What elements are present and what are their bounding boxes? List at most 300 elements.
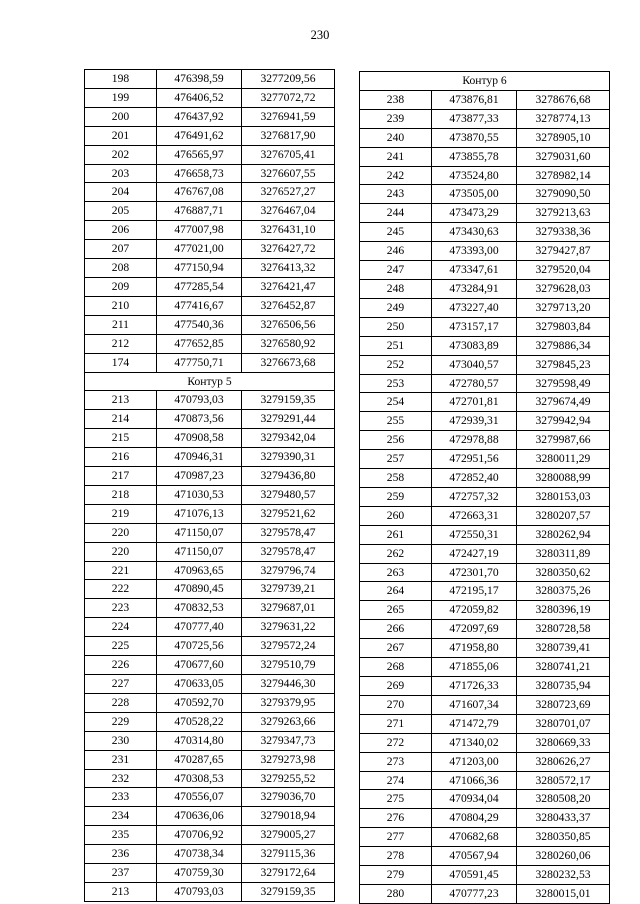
table-row bbox=[85, 164, 335, 183]
point-number-cell: 208 bbox=[85, 259, 157, 278]
x-coordinate-cell: 471855,06 bbox=[432, 658, 517, 677]
table-row bbox=[360, 204, 610, 223]
point-number-cell: 205 bbox=[85, 202, 157, 221]
table-row bbox=[85, 864, 335, 883]
x-coordinate-cell: 473473,29 bbox=[432, 204, 517, 223]
point-number-cell: 276 bbox=[360, 809, 432, 828]
table-row bbox=[360, 733, 610, 752]
x-coordinate-cell: 470777,40 bbox=[157, 618, 242, 637]
x-coordinate-cell: 472301,70 bbox=[432, 563, 517, 582]
table-row bbox=[360, 412, 610, 431]
x-coordinate-cell: 470777,23 bbox=[432, 884, 517, 903]
y-coordinate-cell: 3279273,98 bbox=[242, 750, 335, 769]
table-row bbox=[360, 185, 610, 204]
y-coordinate-cell: 3276705,41 bbox=[242, 145, 335, 164]
table-row bbox=[360, 790, 610, 809]
table-row bbox=[85, 183, 335, 202]
x-coordinate-cell: 471607,34 bbox=[432, 695, 517, 714]
table-row bbox=[85, 296, 335, 315]
y-coordinate-cell: 3280350,85 bbox=[517, 828, 610, 847]
x-coordinate-cell: 471066,36 bbox=[432, 771, 517, 790]
x-coordinate-cell: 472852,40 bbox=[432, 469, 517, 488]
point-number-cell: 258 bbox=[360, 469, 432, 488]
x-coordinate-cell: 470287,65 bbox=[157, 750, 242, 769]
table-row bbox=[360, 677, 610, 696]
point-number-cell: 174 bbox=[85, 353, 157, 372]
y-coordinate-cell: 3280260,06 bbox=[517, 847, 610, 866]
table-row bbox=[85, 807, 335, 826]
x-coordinate-cell: 470804,29 bbox=[432, 809, 517, 828]
x-coordinate-cell: 477652,85 bbox=[157, 334, 242, 353]
point-number-cell: 199 bbox=[85, 88, 157, 107]
table-row bbox=[360, 809, 610, 828]
table-row bbox=[360, 147, 610, 166]
y-coordinate-cell: 3279031,60 bbox=[517, 147, 610, 166]
y-coordinate-cell: 3276431,10 bbox=[242, 221, 335, 240]
x-coordinate-cell: 476398,59 bbox=[157, 70, 242, 89]
y-coordinate-cell: 3279631,22 bbox=[242, 618, 335, 637]
x-coordinate-cell: 473855,78 bbox=[432, 147, 517, 166]
x-coordinate-cell: 470591,45 bbox=[432, 866, 517, 885]
table-row bbox=[360, 355, 610, 374]
x-coordinate-cell: 470725,56 bbox=[157, 637, 242, 656]
x-coordinate-cell: 470308,53 bbox=[157, 769, 242, 788]
table-row bbox=[360, 242, 610, 261]
point-number-cell: 278 bbox=[360, 847, 432, 866]
x-coordinate-cell: 470987,23 bbox=[157, 467, 242, 486]
point-number-cell: 263 bbox=[360, 563, 432, 582]
x-coordinate-cell: 473347,61 bbox=[432, 261, 517, 280]
point-number-cell: 266 bbox=[360, 620, 432, 639]
x-coordinate-cell: 477416,67 bbox=[157, 296, 242, 315]
y-coordinate-cell: 3280508,20 bbox=[517, 790, 610, 809]
table-row bbox=[360, 298, 610, 317]
table-row bbox=[360, 695, 610, 714]
y-coordinate-cell: 3279520,04 bbox=[517, 261, 610, 280]
x-coordinate-cell: 470528,22 bbox=[157, 712, 242, 731]
table-row bbox=[360, 374, 610, 393]
y-coordinate-cell: 3279342,04 bbox=[242, 429, 335, 448]
y-coordinate-cell: 3279446,30 bbox=[242, 675, 335, 694]
point-number-cell: 252 bbox=[360, 355, 432, 374]
table-row bbox=[85, 88, 335, 107]
point-number-cell: 275 bbox=[360, 790, 432, 809]
y-coordinate-cell: 3280311,89 bbox=[517, 544, 610, 563]
point-number-cell: 207 bbox=[85, 240, 157, 259]
y-coordinate-cell: 3276580,92 bbox=[242, 334, 335, 353]
x-coordinate-cell: 473876,81 bbox=[432, 90, 517, 109]
table-row bbox=[360, 450, 610, 469]
x-coordinate-cell: 476565,97 bbox=[157, 145, 242, 164]
point-number-cell: 222 bbox=[85, 580, 157, 599]
table-row bbox=[85, 826, 335, 845]
x-coordinate-cell: 472978,88 bbox=[432, 431, 517, 450]
x-coordinate-cell: 470592,70 bbox=[157, 693, 242, 712]
table-row bbox=[85, 485, 335, 504]
x-coordinate-cell: 473393,00 bbox=[432, 242, 517, 261]
x-coordinate-cell: 477007,98 bbox=[157, 221, 242, 240]
table-row bbox=[85, 391, 335, 410]
point-number-cell: 277 bbox=[360, 828, 432, 847]
point-number-cell: 214 bbox=[85, 410, 157, 429]
point-number-cell: 240 bbox=[360, 128, 432, 147]
table-row bbox=[360, 469, 610, 488]
table-row bbox=[85, 845, 335, 864]
y-coordinate-cell: 3276817,90 bbox=[242, 126, 335, 145]
y-coordinate-cell: 3279347,73 bbox=[242, 731, 335, 750]
x-coordinate-cell: 472663,31 bbox=[432, 506, 517, 525]
y-coordinate-cell: 3280723,69 bbox=[517, 695, 610, 714]
x-coordinate-cell: 472550,31 bbox=[432, 525, 517, 544]
table-row bbox=[85, 675, 335, 694]
x-coordinate-cell: 471472,79 bbox=[432, 714, 517, 733]
point-number-cell: 238 bbox=[360, 90, 432, 109]
table-row bbox=[85, 769, 335, 788]
y-coordinate-cell: 3279713,20 bbox=[517, 298, 610, 317]
x-coordinate-cell: 470759,30 bbox=[157, 864, 242, 883]
x-coordinate-cell: 472951,56 bbox=[432, 450, 517, 469]
point-number-cell: 226 bbox=[85, 656, 157, 675]
x-coordinate-cell: 472757,32 bbox=[432, 487, 517, 506]
table-row bbox=[360, 714, 610, 733]
y-coordinate-cell: 3279796,74 bbox=[242, 561, 335, 580]
x-coordinate-cell: 473227,40 bbox=[432, 298, 517, 317]
point-number-cell: 235 bbox=[85, 826, 157, 845]
x-coordinate-cell: 473505,00 bbox=[432, 185, 517, 204]
x-coordinate-cell: 477750,71 bbox=[157, 353, 242, 372]
y-coordinate-cell: 3280701,07 bbox=[517, 714, 610, 733]
x-coordinate-cell: 470636,06 bbox=[157, 807, 242, 826]
y-coordinate-cell: 3279578,47 bbox=[242, 523, 335, 542]
table-row bbox=[360, 487, 610, 506]
table-row bbox=[360, 828, 610, 847]
point-number-cell: 209 bbox=[85, 277, 157, 296]
table-row bbox=[85, 410, 335, 429]
y-coordinate-cell: 3276607,55 bbox=[242, 164, 335, 183]
y-coordinate-cell: 3279172,64 bbox=[242, 864, 335, 883]
point-number-cell: 272 bbox=[360, 733, 432, 752]
y-coordinate-cell: 3279255,52 bbox=[242, 769, 335, 788]
table-row bbox=[85, 637, 335, 656]
x-coordinate-cell: 473877,33 bbox=[432, 109, 517, 128]
x-coordinate-cell: 473040,57 bbox=[432, 355, 517, 374]
section-header-row bbox=[360, 72, 610, 91]
x-coordinate-cell: 470567,94 bbox=[432, 847, 517, 866]
point-number-cell: 225 bbox=[85, 637, 157, 656]
point-number-cell: 232 bbox=[85, 769, 157, 788]
point-number-cell: 203 bbox=[85, 164, 157, 183]
point-number-cell: 268 bbox=[360, 658, 432, 677]
y-coordinate-cell: 3279115,36 bbox=[242, 845, 335, 864]
y-coordinate-cell: 3279159,35 bbox=[242, 391, 335, 410]
point-number-cell: 246 bbox=[360, 242, 432, 261]
table-row bbox=[85, 448, 335, 467]
table-row bbox=[85, 618, 335, 637]
y-coordinate-cell: 3279379,95 bbox=[242, 693, 335, 712]
y-coordinate-cell: 3279390,31 bbox=[242, 448, 335, 467]
x-coordinate-cell: 470963,65 bbox=[157, 561, 242, 580]
table-row bbox=[360, 393, 610, 412]
point-number-cell: 228 bbox=[85, 693, 157, 712]
y-coordinate-cell: 3280741,21 bbox=[517, 658, 610, 677]
point-number-cell: 247 bbox=[360, 261, 432, 280]
y-coordinate-cell: 3280153,03 bbox=[517, 487, 610, 506]
y-coordinate-cell: 3278982,14 bbox=[517, 166, 610, 185]
table-row bbox=[360, 90, 610, 109]
table-row bbox=[85, 259, 335, 278]
point-number-cell: 267 bbox=[360, 639, 432, 658]
x-coordinate-cell: 472780,57 bbox=[432, 374, 517, 393]
table-row bbox=[85, 107, 335, 126]
point-number-cell: 274 bbox=[360, 771, 432, 790]
point-number-cell: 271 bbox=[360, 714, 432, 733]
table-row bbox=[360, 601, 610, 620]
y-coordinate-cell: 3279572,24 bbox=[242, 637, 335, 656]
y-coordinate-cell: 3279291,44 bbox=[242, 410, 335, 429]
point-number-cell: 254 bbox=[360, 393, 432, 412]
point-number-cell: 230 bbox=[85, 731, 157, 750]
x-coordinate-cell: 477540,36 bbox=[157, 315, 242, 334]
table-row bbox=[360, 336, 610, 355]
point-number-cell: 251 bbox=[360, 336, 432, 355]
point-number-cell: 273 bbox=[360, 752, 432, 771]
table-row bbox=[85, 202, 335, 221]
x-coordinate-cell: 470556,07 bbox=[157, 788, 242, 807]
table-row bbox=[360, 128, 610, 147]
x-coordinate-cell: 473157,17 bbox=[432, 317, 517, 336]
table-row bbox=[85, 788, 335, 807]
x-coordinate-cell: 471030,53 bbox=[157, 485, 242, 504]
table-row bbox=[85, 712, 335, 731]
x-coordinate-cell: 471203,00 bbox=[432, 752, 517, 771]
x-coordinate-cell: 476887,71 bbox=[157, 202, 242, 221]
point-number-cell: 264 bbox=[360, 582, 432, 601]
y-coordinate-cell: 3276527,27 bbox=[242, 183, 335, 202]
x-coordinate-cell: 472097,69 bbox=[432, 620, 517, 639]
point-number-cell: 223 bbox=[85, 599, 157, 618]
table-row bbox=[360, 582, 610, 601]
point-number-cell: 216 bbox=[85, 448, 157, 467]
table-row bbox=[85, 542, 335, 561]
y-coordinate-cell: 3280015,01 bbox=[517, 884, 610, 903]
table-row bbox=[85, 656, 335, 675]
y-coordinate-cell: 3278774,13 bbox=[517, 109, 610, 128]
point-number-cell: 229 bbox=[85, 712, 157, 731]
y-coordinate-cell: 3280232,53 bbox=[517, 866, 610, 885]
point-number-cell: 253 bbox=[360, 374, 432, 393]
table-row bbox=[360, 261, 610, 280]
y-coordinate-cell: 3279036,70 bbox=[242, 788, 335, 807]
table-row bbox=[360, 506, 610, 525]
x-coordinate-cell: 470946,31 bbox=[157, 448, 242, 467]
x-coordinate-cell: 471150,07 bbox=[157, 523, 242, 542]
y-coordinate-cell: 3279674,49 bbox=[517, 393, 610, 412]
point-number-cell: 239 bbox=[360, 109, 432, 128]
x-coordinate-cell: 470908,58 bbox=[157, 429, 242, 448]
x-coordinate-cell: 470793,03 bbox=[157, 391, 242, 410]
table-row bbox=[85, 145, 335, 164]
x-coordinate-cell: 477021,00 bbox=[157, 240, 242, 259]
x-coordinate-cell: 473083,89 bbox=[432, 336, 517, 355]
x-coordinate-cell: 473284,91 bbox=[432, 279, 517, 298]
y-coordinate-cell: 3279942,94 bbox=[517, 412, 610, 431]
y-coordinate-cell: 3279598,49 bbox=[517, 374, 610, 393]
table-row bbox=[85, 580, 335, 599]
y-coordinate-cell: 3280011,29 bbox=[517, 450, 610, 469]
table-row bbox=[85, 221, 335, 240]
coordinates-table-left bbox=[84, 69, 335, 902]
table-row bbox=[85, 315, 335, 334]
x-coordinate-cell: 473430,63 bbox=[432, 223, 517, 242]
point-number-cell: 215 bbox=[85, 429, 157, 448]
y-coordinate-cell: 3279987,66 bbox=[517, 431, 610, 450]
y-coordinate-cell: 3280669,33 bbox=[517, 733, 610, 752]
point-number-cell: 212 bbox=[85, 334, 157, 353]
x-coordinate-cell: 476658,73 bbox=[157, 164, 242, 183]
x-coordinate-cell: 472059,82 bbox=[432, 601, 517, 620]
x-coordinate-cell: 471340,02 bbox=[432, 733, 517, 752]
table-row bbox=[85, 467, 335, 486]
point-number-cell: 257 bbox=[360, 450, 432, 469]
point-number-cell: 201 bbox=[85, 126, 157, 145]
x-coordinate-cell: 471958,80 bbox=[432, 639, 517, 658]
x-coordinate-cell: 471726,33 bbox=[432, 677, 517, 696]
point-number-cell: 211 bbox=[85, 315, 157, 334]
section-header-row bbox=[85, 372, 335, 391]
x-coordinate-cell: 472701,81 bbox=[432, 393, 517, 412]
table-row bbox=[85, 353, 335, 372]
y-coordinate-cell: 3280572,17 bbox=[517, 771, 610, 790]
table-row bbox=[360, 620, 610, 639]
point-number-cell: 233 bbox=[85, 788, 157, 807]
y-coordinate-cell: 3279480,57 bbox=[242, 485, 335, 504]
y-coordinate-cell: 3276452,87 bbox=[242, 296, 335, 315]
point-number-cell: 255 bbox=[360, 412, 432, 431]
y-coordinate-cell: 3279628,03 bbox=[517, 279, 610, 298]
table-row bbox=[85, 599, 335, 618]
x-coordinate-cell: 470832,53 bbox=[157, 599, 242, 618]
y-coordinate-cell: 3279803,84 bbox=[517, 317, 610, 336]
point-number-cell: 227 bbox=[85, 675, 157, 694]
y-coordinate-cell: 3279739,21 bbox=[242, 580, 335, 599]
y-coordinate-cell: 3280262,94 bbox=[517, 525, 610, 544]
y-coordinate-cell: 3276421,47 bbox=[242, 277, 335, 296]
table-row bbox=[85, 70, 335, 89]
x-coordinate-cell: 471150,07 bbox=[157, 542, 242, 561]
point-number-cell: 218 bbox=[85, 485, 157, 504]
y-coordinate-cell: 3276941,59 bbox=[242, 107, 335, 126]
point-number-cell: 213 bbox=[85, 882, 157, 901]
point-number-cell: 210 bbox=[85, 296, 157, 315]
y-coordinate-cell: 3279886,34 bbox=[517, 336, 610, 355]
y-coordinate-cell: 3278905,10 bbox=[517, 128, 610, 147]
point-number-cell: 206 bbox=[85, 221, 157, 240]
point-number-cell: 269 bbox=[360, 677, 432, 696]
x-coordinate-cell: 471076,13 bbox=[157, 504, 242, 523]
x-coordinate-cell: 477285,54 bbox=[157, 277, 242, 296]
point-number-cell: 249 bbox=[360, 298, 432, 317]
point-number-cell: 217 bbox=[85, 467, 157, 486]
point-number-cell: 280 bbox=[360, 884, 432, 903]
y-coordinate-cell: 3279521,62 bbox=[242, 504, 335, 523]
y-coordinate-cell: 3279436,80 bbox=[242, 467, 335, 486]
page-number: 230 bbox=[310, 28, 330, 42]
point-number-cell: 259 bbox=[360, 487, 432, 506]
table-row bbox=[360, 317, 610, 336]
x-coordinate-cell: 470706,92 bbox=[157, 826, 242, 845]
table-row bbox=[85, 523, 335, 542]
x-coordinate-cell: 470682,68 bbox=[432, 828, 517, 847]
x-coordinate-cell: 472195,17 bbox=[432, 582, 517, 601]
point-number-cell: 220 bbox=[85, 542, 157, 561]
table-row bbox=[360, 279, 610, 298]
table-row bbox=[360, 866, 610, 885]
x-coordinate-cell: 470793,03 bbox=[157, 882, 242, 901]
table-row bbox=[85, 334, 335, 353]
table-row bbox=[360, 884, 610, 903]
table-row bbox=[360, 431, 610, 450]
y-coordinate-cell: 3280739,41 bbox=[517, 639, 610, 658]
point-number-cell: 262 bbox=[360, 544, 432, 563]
y-coordinate-cell: 3279159,35 bbox=[242, 882, 335, 901]
point-number-cell: 236 bbox=[85, 845, 157, 864]
x-coordinate-cell: 470633,05 bbox=[157, 675, 242, 694]
point-number-cell: 237 bbox=[85, 864, 157, 883]
y-coordinate-cell: 3277209,56 bbox=[242, 70, 335, 89]
y-coordinate-cell: 3277072,72 bbox=[242, 88, 335, 107]
y-coordinate-cell: 3280375,26 bbox=[517, 582, 610, 601]
x-coordinate-cell: 470314,80 bbox=[157, 731, 242, 750]
point-number-cell: 200 bbox=[85, 107, 157, 126]
table-row bbox=[85, 504, 335, 523]
table-row bbox=[360, 166, 610, 185]
table-row bbox=[360, 771, 610, 790]
y-coordinate-cell: 3276673,68 bbox=[242, 353, 335, 372]
x-coordinate-cell: 476406,52 bbox=[157, 88, 242, 107]
point-number-cell: 242 bbox=[360, 166, 432, 185]
table-row bbox=[85, 693, 335, 712]
point-number-cell: 256 bbox=[360, 431, 432, 450]
y-coordinate-cell: 3279578,47 bbox=[242, 542, 335, 561]
table-row bbox=[360, 658, 610, 677]
x-coordinate-cell: 476767,08 bbox=[157, 183, 242, 202]
y-coordinate-cell: 3276506,56 bbox=[242, 315, 335, 334]
x-coordinate-cell: 477150,94 bbox=[157, 259, 242, 278]
y-coordinate-cell: 3279338,36 bbox=[517, 223, 610, 242]
table-row bbox=[360, 847, 610, 866]
y-coordinate-cell: 3279845,23 bbox=[517, 355, 610, 374]
y-coordinate-cell: 3279018,94 bbox=[242, 807, 335, 826]
y-coordinate-cell: 3276427,72 bbox=[242, 240, 335, 259]
x-coordinate-cell: 470890,45 bbox=[157, 580, 242, 599]
y-coordinate-cell: 3279510,79 bbox=[242, 656, 335, 675]
table-row bbox=[85, 277, 335, 296]
point-number-cell: 231 bbox=[85, 750, 157, 769]
point-number-cell: 234 bbox=[85, 807, 157, 826]
point-number-cell: 279 bbox=[360, 866, 432, 885]
point-number-cell: 244 bbox=[360, 204, 432, 223]
point-number-cell: 261 bbox=[360, 525, 432, 544]
x-coordinate-cell: 472939,31 bbox=[432, 412, 517, 431]
x-coordinate-cell: 470738,34 bbox=[157, 845, 242, 864]
point-number-cell: 270 bbox=[360, 695, 432, 714]
x-coordinate-cell: 473870,55 bbox=[432, 128, 517, 147]
point-number-cell: 221 bbox=[85, 561, 157, 580]
y-coordinate-cell: 3280207,57 bbox=[517, 506, 610, 525]
y-coordinate-cell: 3280350,62 bbox=[517, 563, 610, 582]
point-number-cell: 220 bbox=[85, 523, 157, 542]
point-number-cell: 243 bbox=[360, 185, 432, 204]
